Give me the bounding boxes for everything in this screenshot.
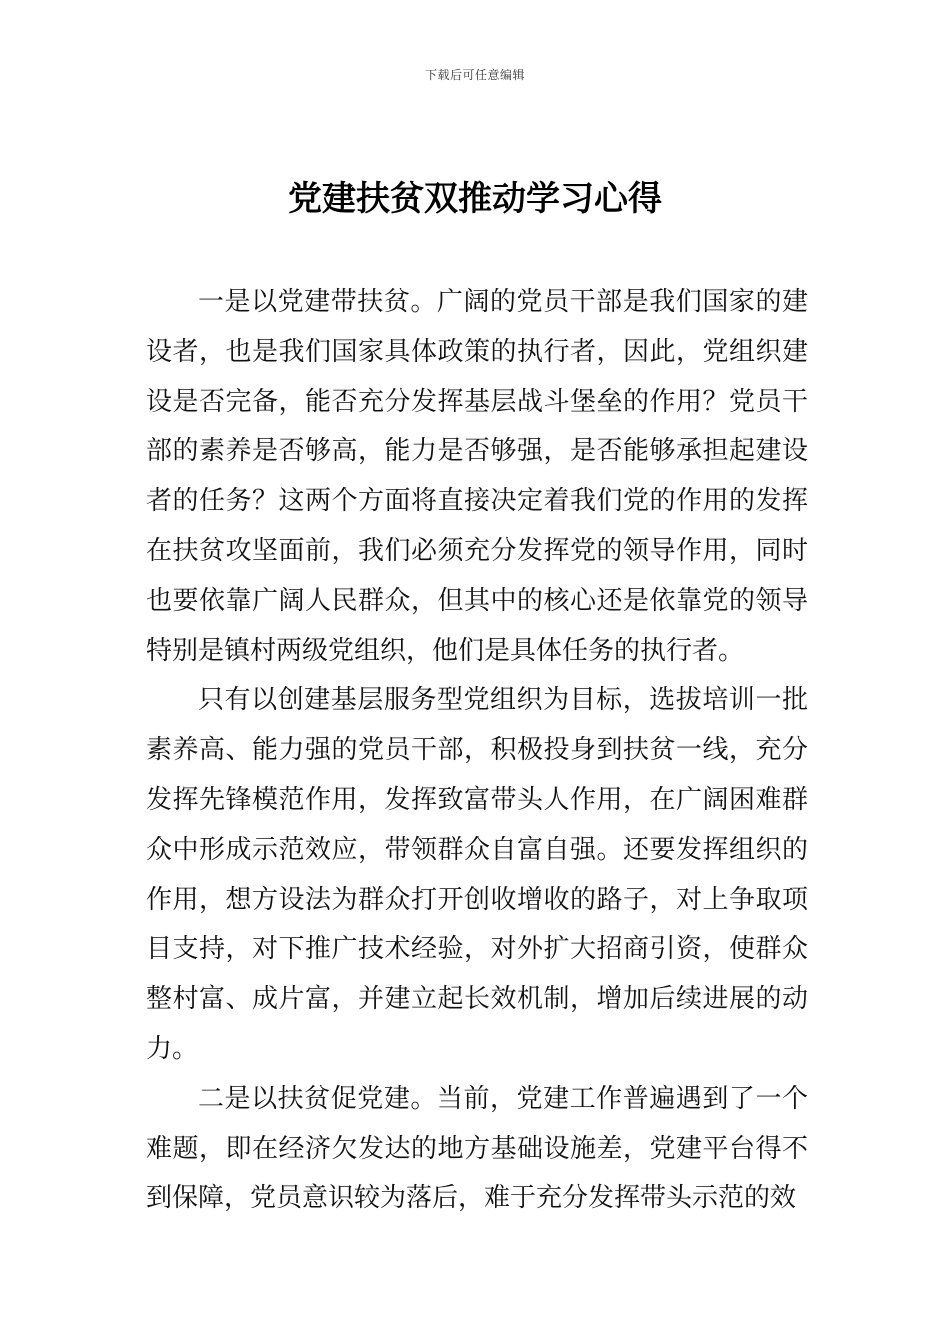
paragraph-2: 只有以创建基层服务型党组织为目标，选拔培训一批素养高、能力强的党员干部，积极投身到扶贫一线，充分发挥先锋模范作用，发挥致富带头人作用，在广阔困难群众中形成示范效应，带领群众自富自强。还要发挥组织的作用，想方设法为群众打开创收增收的路子，对上争取项目支持，对下推广技术经验，对外扩大招商引资，使群众整村富、成片富，并建立起长效机制，增加后续进展的动力。 (146, 685, 808, 1064)
document-body (146, 278, 808, 1224)
paragraph-1: 一是以党建带扶贫。广阔的党员干部是我们国家的建设者，也是我们国家具体政策的执行者，因此，党组织建设是否完备，能否充分发挥基层战斗堡垒的作用？党员干部的素养是否够高，能力是否够强，是否能够承担起建设者的任务？这两个方面将直接决定着我们党的作用的发挥在扶贫攻坚面前，我们必须充分发挥党的领导作用，同时也要依靠广阔人民群众，但其中的核心还是依靠党的领导特别是镇村两级党组织，他们是具体任务的执行者。 (146, 287, 808, 666)
paragraph-3: 二是以扶贫促党建。当前，党建工作普遍遇到了一个难题，即在经济欠发达的地方基础设施差，党建平台得不到保障，党员意识较为落后，难于充分发挥带头示范的效 (146, 1083, 808, 1214)
header-note: 下载后可任意编辑 (424, 68, 525, 82)
document-title: 党建扶贫双推动学习心得 (288, 179, 662, 219)
